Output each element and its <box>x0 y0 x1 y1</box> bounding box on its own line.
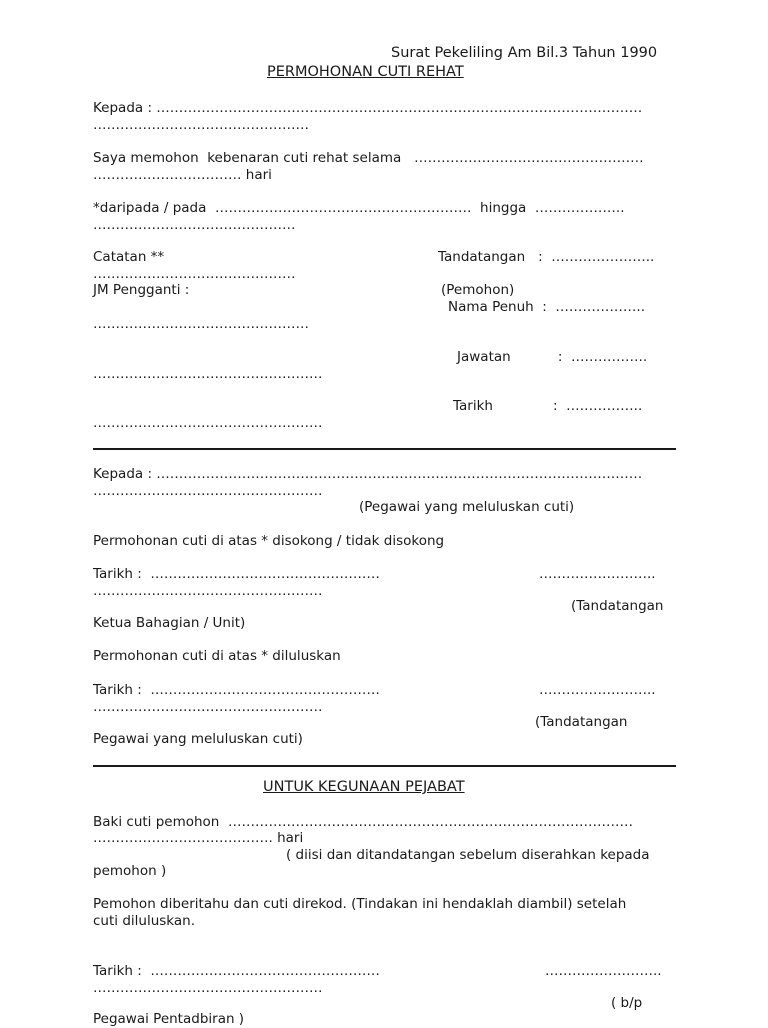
support-signature-label: (Tandatangan <box>571 598 664 614</box>
form-title: PERMOHONAN CUTI REHAT <box>267 64 464 80</box>
approver-kepada-field[interactable]: Kepada : ……………………………………………………………………………………………… <box>93 466 643 482</box>
support-signatory-title: Ketua Bahagian / Unit) <box>93 615 246 631</box>
section-divider <box>93 448 676 450</box>
office-signature-label: ( b/p <box>611 995 643 1011</box>
full-name-field[interactable]: Nama Penuh : ……………….. <box>448 299 646 315</box>
jawatan-dots: …………………………………………… <box>93 366 323 382</box>
jawatan-field[interactable]: Jawatan : …………….. <box>457 349 648 365</box>
leave-balance-note: ( diisi dan ditandatangan sebelum diserahkan kepada <box>286 847 650 863</box>
tarikh-field[interactable]: Tarikh : …………….. <box>453 398 643 414</box>
approval-date-continuation: …………………………………………… <box>93 699 323 715</box>
leave-duration-continuation: …………………………… hari <box>93 167 272 183</box>
leave-balance-note-continuation: pemohon ) <box>93 863 167 879</box>
catatan-field[interactable]: ……………………………………… <box>93 266 296 282</box>
approval-statement: Permohonan cuti di atas * diluluskan <box>93 648 341 664</box>
support-signature-field[interactable]: …………………….. <box>539 566 656 582</box>
office-signature-field[interactable]: …………………….. <box>545 963 662 979</box>
record-notice-line1: Pemohon diberitahu dan cuti direkod. (Tindakan ini hendaklah diambil) setelah <box>93 896 627 912</box>
record-notice-line2: cuti diluluskan. <box>93 913 195 929</box>
support-statement: Permohonan cuti di atas * disokong / tidak disokong <box>93 533 445 549</box>
support-date-field[interactable]: Tarikh : …………………………………………… <box>93 566 380 582</box>
kepada-field[interactable]: Kepada : ……………………………………………………………………………………………… <box>93 100 643 116</box>
leave-balance-continuation: …………………………………. hari <box>93 830 304 846</box>
leave-dates-continuation: ……………………………………… <box>93 217 296 233</box>
approval-signature-label: (Tandatangan <box>535 714 628 730</box>
tarikh-dots: …………………………………………… <box>93 415 323 431</box>
leave-duration-field[interactable]: Saya memohon kebenaran cuti rehat selama …………………………………………… <box>93 150 644 166</box>
office-section-title: UNTUK KEGUNAAN PEJABAT <box>263 779 465 795</box>
catatan-label: Catatan ** <box>93 249 165 265</box>
jm-pengganti-field[interactable]: ………………………………………… <box>93 316 309 332</box>
office-signatory-title: Pegawai Pentadbiran ) <box>93 1011 245 1027</box>
leave-dates-field[interactable]: *daripada / pada ………………………………………………… hingga ……………….. <box>93 200 625 216</box>
pemohon-label: (Pemohon) <box>441 282 515 298</box>
approval-signatory-title: Pegawai yang meluluskan cuti) <box>93 731 303 747</box>
office-date-field[interactable]: Tarikh : …………………………………………… <box>93 963 380 979</box>
section-divider <box>93 765 676 767</box>
circular-reference: Surat Pekeliling Am Bil.3 Tahun 1990 <box>391 45 658 61</box>
kepada-field-continuation: ………………………………………… <box>93 117 309 133</box>
approval-date-field[interactable]: Tarikh : …………………………………………… <box>93 682 380 698</box>
approver-note: (Pegawai yang meluluskan cuti) <box>359 499 575 515</box>
leave-balance-field[interactable]: Baki cuti pemohon ……………………………………………………………………………… <box>93 814 633 830</box>
office-date-continuation: …………………………………………… <box>93 980 323 996</box>
approval-signature-field[interactable]: …………………….. <box>539 682 656 698</box>
approver-kepada-continuation: …………………………………………… <box>93 483 323 499</box>
support-date-continuation: …………………………………………… <box>93 583 323 599</box>
jm-pengganti-label: JM Pengganti : <box>93 282 190 298</box>
applicant-signature-field[interactable]: Tandatangan : ………………….. <box>438 249 655 265</box>
